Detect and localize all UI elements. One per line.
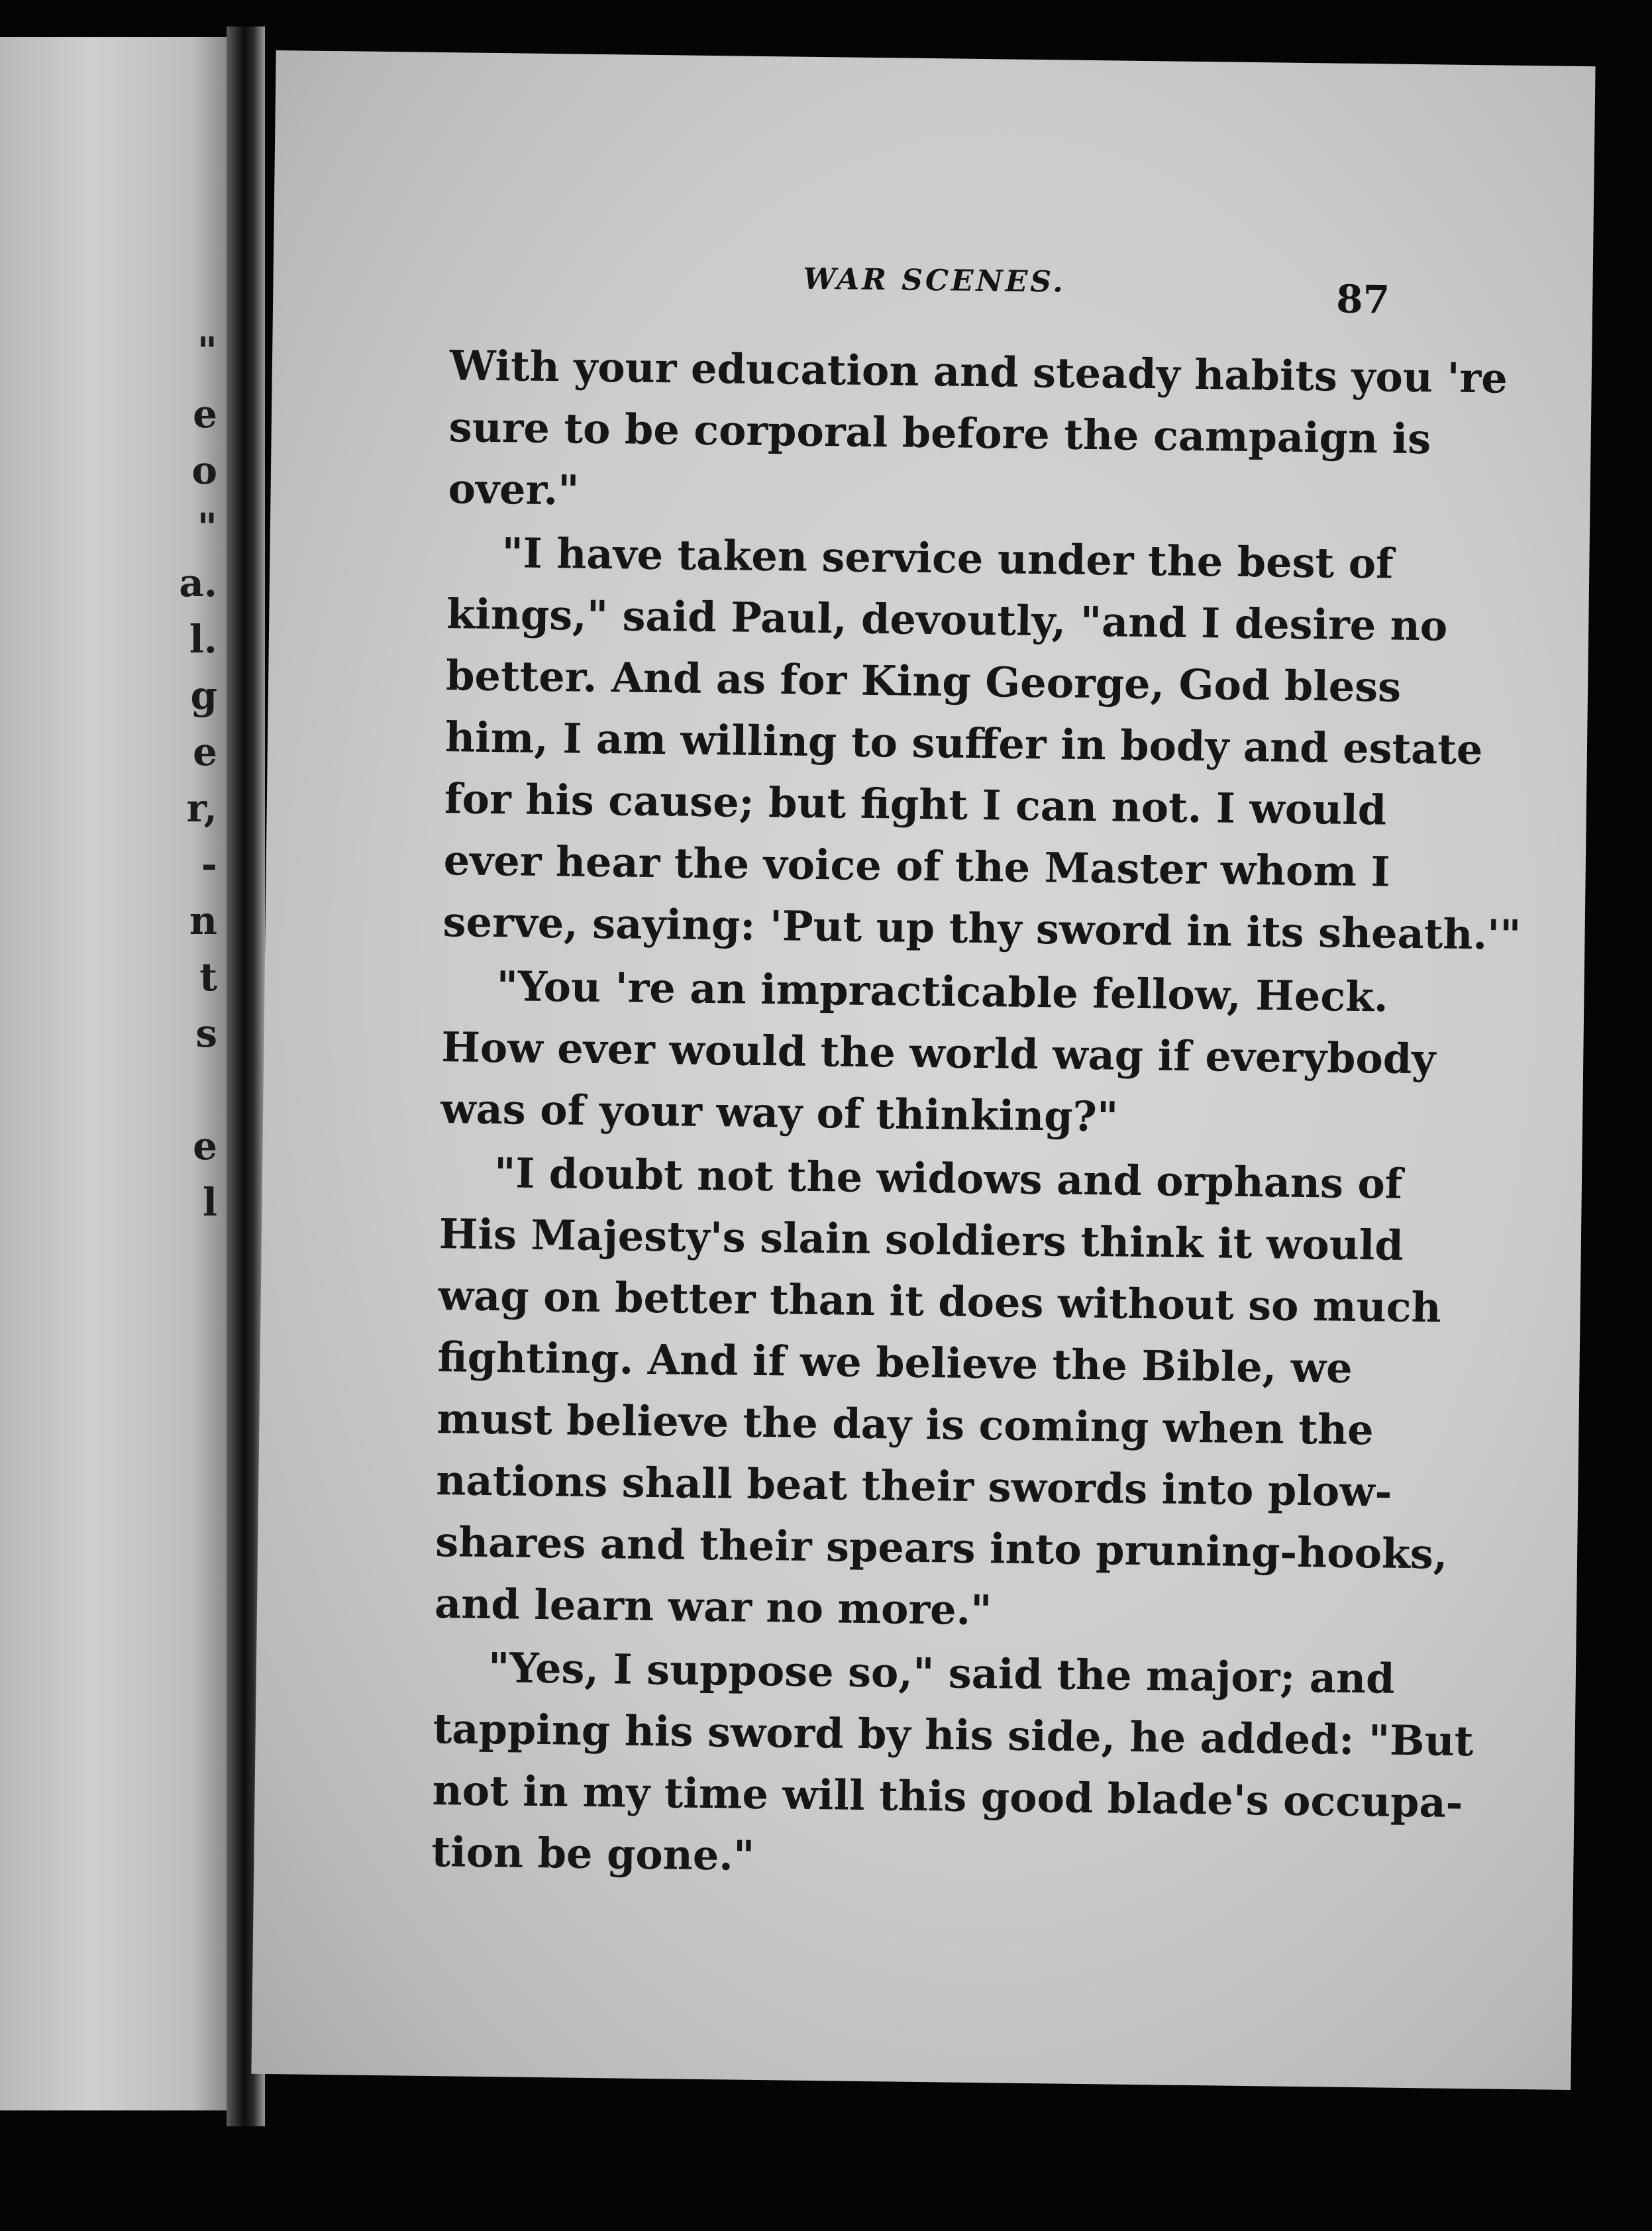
text-line: tion be gone.": [431, 1828, 755, 1880]
text-line: fighting. And if we believe the Bible, we: [437, 1333, 1353, 1392]
text-line: kings," said Paul, devoutly, "and I desire no: [446, 590, 1448, 650]
text-line: better. And as for King George, God bless: [445, 651, 1402, 711]
facing-page-char: ": [197, 329, 217, 374]
text-line: ever hear the voice of the Master whom I: [443, 836, 1391, 896]
text-line: nations shall beat their swords into plow-: [435, 1456, 1392, 1516]
text-line: him, I am willing to suffer in body and estate: [444, 713, 1483, 774]
text-line: With your education and steady habits you 're: [449, 341, 1508, 403]
paragraph: [442, 521, 1522, 963]
facing-page-char: l: [202, 1180, 217, 1225]
facing-page: [0, 37, 227, 2110]
running-head: WAR SCENES.: [803, 262, 1066, 299]
facing-page-char: a.: [179, 560, 217, 605]
text-line: wag on better than it does without so much: [438, 1271, 1442, 1332]
text-line: How ever would the world wag if everybody: [440, 1023, 1436, 1084]
facing-page-char: -: [201, 842, 217, 887]
text-line: over.": [448, 464, 580, 515]
page-number: 87: [1335, 276, 1390, 323]
text-line: shares and their spears into pruning-hooks,: [435, 1518, 1448, 1579]
text-line: must believe the day is coming when the: [437, 1394, 1374, 1455]
facing-page-char: e: [193, 391, 217, 437]
text-line: "I doubt not the widows and orphans of: [493, 1149, 1403, 1208]
facing-page-char: e: [193, 729, 217, 774]
text-line: sure to be corporal before the campaign is: [448, 403, 1431, 464]
text-line: "You 're an impracticable fellow, Heck.: [496, 962, 1389, 1021]
facing-page-char: g: [190, 673, 217, 718]
text-line: "Yes, I suppose so," said the major; and: [488, 1643, 1395, 1703]
text-line: for his cause; but fight I can not. I would: [444, 774, 1387, 835]
text-line: tapping his sword by his side, he added: "But: [433, 1704, 1474, 1766]
text-line: was of your way of thinking?": [440, 1084, 1119, 1141]
book-page: [251, 50, 1595, 2090]
text-line: "I have taken service under the best of: [501, 529, 1394, 588]
facing-page-char: o: [191, 448, 217, 493]
facing-page-char: ": [197, 505, 217, 550]
paragraph: [434, 1141, 1448, 1645]
facing-page-char: t: [199, 955, 217, 1000]
paragraph: [440, 955, 1436, 1150]
text-line: and learn war no more.": [434, 1579, 992, 1635]
facing-page-char: s: [195, 1011, 217, 1056]
paragraph: [431, 1636, 1474, 1893]
facing-page-char: l.: [189, 617, 217, 662]
facing-page-char: r,: [186, 786, 217, 831]
paragraph: [448, 335, 1508, 530]
body-text: [431, 335, 1522, 1893]
facing-page-char: n: [189, 898, 217, 943]
text-line: His Majesty's slain soldiers think it would: [439, 1210, 1404, 1270]
text-line: not in my time will this good blade's occupa-: [432, 1766, 1463, 1828]
facing-page-char: e: [193, 1123, 217, 1168]
text-line: serve, saying: 'Put up thy sword in its sheath.'": [442, 898, 1522, 960]
